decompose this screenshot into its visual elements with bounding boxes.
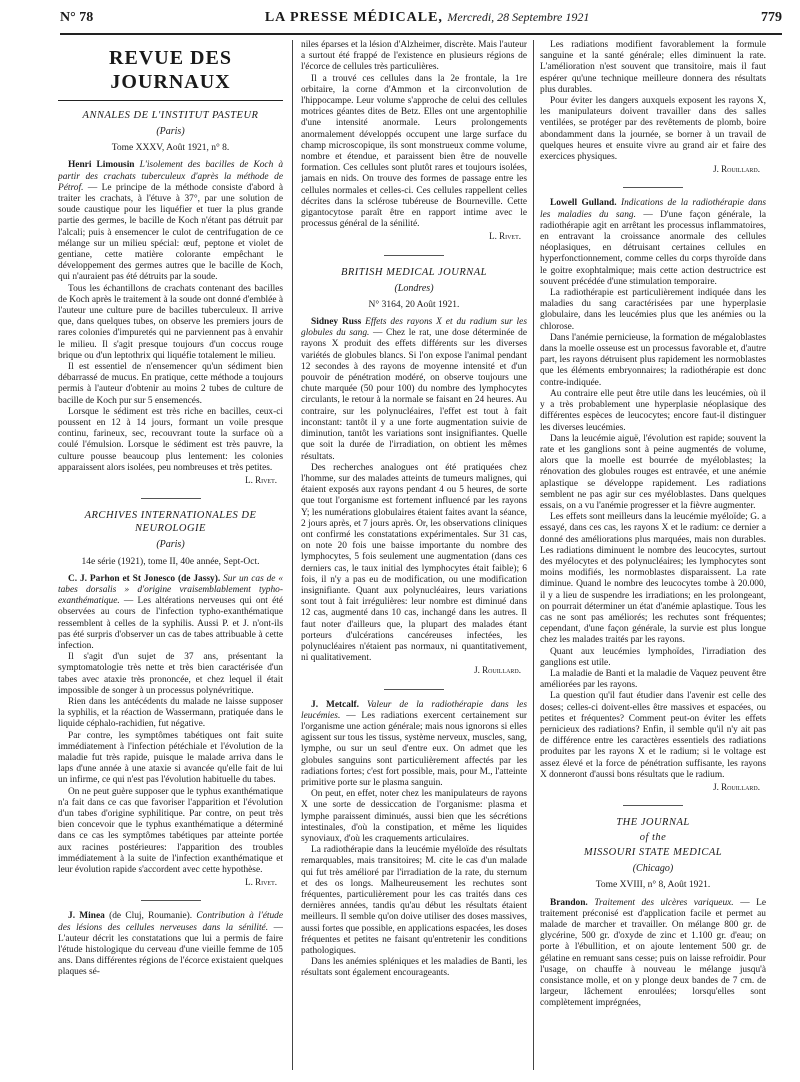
article-paragraph: Les effets sont meilleurs dans la leucémie myéloïde; G. a essayé, dans ces cas, les rayons X et le radium: ce dernier a donné des améliorations plus marquées, mais non durables. Les radiations diminuent le nombre des leucocytes, surtout des myélocytes et des polynucléaires; les lymphocytes sont moins modifiés, les normoblastes disparaissent. La rate diminue. Quand le nombre des leucocytes tombe à 20.000, il y a lieu de suspendre les irradiations; en les prolongeant, on pourrait déterminer un état d'anémie aplastique. Tous les cas ne sont pas améliorés; les rechutes sont fréquentes; cependant, d'une façon générale, la survie est plus longue chez les malades traités par les rayons. bbox=[540, 512, 766, 646]
header-rule bbox=[60, 33, 782, 35]
article-text: — Chez le rat, une dose déterminée de rayons X produit des effets différents sur les diverses variétés de globules blancs. Si l'on expose l'animal pendant 12 secondes à des rayons de moyenne intensité et d'un pouvoir de pénétration modéré, on observe toujours une chute marquée (50 pour 100) du nombre des lymphocytes circulants, le retour à la normale se faisant en 24 heures. Au contraire, sur les polynucléaires, l'effet est tout à fait inconstant: tantôt il y a une forte augmentation suivie de diminution, tantôt les variations sont insignifiantes. Quelle que soit la durée de l'irradiation, on obtient les mêmes résultats. bbox=[301, 328, 527, 462]
article-paragraph: On peut, en effet, noter chez les manipulateurs de rayons X une sorte de dessiccation de l'organisme: plasma et lymphe paraissent diminués, aussi bien que les sécrétions intestinales, d'où la constipation, et même les liquides synoviaux, d'où les craquements articulaires. bbox=[301, 789, 527, 844]
separator bbox=[141, 498, 201, 499]
journal-heading: ANNALES DE L'INSTITUT PASTEUR bbox=[82, 110, 259, 121]
article-signature: J. Rouillard. bbox=[713, 782, 760, 792]
separator bbox=[384, 255, 444, 256]
article-paragraph bbox=[58, 160, 283, 283]
article-author: C. J. Parhon et St Jonesco (de Jassy). bbox=[68, 573, 221, 584]
journal-heading: THE JOURNAL bbox=[616, 817, 690, 829]
separator bbox=[623, 805, 683, 806]
column-rule-2 bbox=[533, 40, 534, 1070]
article-paragraph: Il a trouvé ces cellules dans la 2e frontale, la 1re orbitaire, la corne d'Ammon et la circonvolution de l'hippocampe. Leur volume s'approche de celui des cellules motrices géantes dites de Betz. Elles ont une argentophilie d'une intensité anormale. Leurs prolongements anormalement développés occupent une large surface du champ microscopique, ils sont monstrueux comme volume, nombre et étendue, et paraissent bien être de nouvelle formation. Ces cellules sont plutôt rares et toujours isolées, jamais en nids. On trouve des formes de passage entre les cellules normales et celles-ci. Ces cellules rappellent celles décrites dans la sclérose tubéreuse de Bourneville. Cette gigantocytose paraît être en rapport intime avec le processus général de la sénilité. bbox=[301, 73, 527, 230]
column-2 bbox=[301, 40, 527, 1076]
article-paragraph: Dans les anémies spléniques et les maladies de Banti, les résultats sont également encourageants. bbox=[301, 957, 527, 979]
page-number-left: N° 78 bbox=[60, 10, 94, 25]
article-paragraph: La radiothérapie dans la leucémie myéloïde des résultats remarquables, mais transitoires; M. cite le cas d'un malade qui fut très amélioré par l'irradiation de la rate, du sternum et des os longs. Malheureusement les rechutes sont fréquentes, particulièrement pour les cas traités dans ces dernières années, tandis qu'au début les résultats étaient meilleurs. Il semble qu'on doive utiliser des doses massives, aussi fortes que possible, en applications espacées, les doses fréquentes et petites ne faisant qu'entretenir les conditions pathologiques. bbox=[301, 845, 527, 957]
column-3 bbox=[540, 40, 766, 1076]
article-paragraph: On ne peut guère supposer que le typhus exanthématique n'a fait dans ce cas que favoriser l'apparition et l'évolution d'un tabes d'origine syphilitique. Par contre, on peut très bien concevoir que le typhus exanthématique a déterminé dans ce cas les symptômes tabétiques par atteinte portée aux racines postérieures: l'apparition des troubles immédiatement à la suite de l'infection exanthématique et leur évolution rapide s'accordent avec cette hypothèse. bbox=[58, 786, 283, 875]
article-paragraph: Des recherches analogues ont été pratiquées chez l'homme, sur des malades atteints de tumeurs malignes, qui étaient exposés aux rayons pendant 4 ou 5 heures, de sorte que tout l'organisme est fortement influencé par les rayons Y; les numérations globulaires étaient faites avant la séance, 2 jours après, et 7 jours après. Or, les observations cliniques ont confirmé les constatations expérimentales. Sur 31 cas, on note 20 fois une baisse importante du nombre des lymphocytes, 5 fois seulement une augmentation (dans ces derniers cas, le taux initial des lymphocytes était faible); 6 fois, il n'y a pas eu de modification, ou une modification insignifiante. Quant aux polynucléaires, leurs variations sont tout à fait irrégulières: leur nombre est diminué dans 12 cas, augmenté dans 10 cas, inchangé dans les autres. Il faut noter d'ailleurs que, la plupart des malades étant porteurs d'ulcérations cancéreuses infectées, les polynucléaires n'étaient pas normaux, ni quantitativement, ni qualitativement. bbox=[301, 462, 527, 664]
separator bbox=[623, 187, 683, 188]
issue-date: Mercredi, 28 Septembre 1921 bbox=[447, 10, 590, 24]
separator bbox=[141, 900, 201, 901]
article-paragraph: Pour éviter les dangers auxquels exposent les rayons X, les manipulateurs doivent travailler dans des salles ventilées, se protéger par des revêtements de plomb, boire abondamment dans la journée, se borner à un travail de quelques heures et ensuite vivre au grand air et faire des exercices physiques. bbox=[540, 96, 766, 163]
journal-heading-of: of the bbox=[639, 832, 667, 844]
journal-title: LA PRESSE MÉDICALE, bbox=[264, 10, 443, 25]
article-paragraph: Au contraire elle peut être utile dans les leucémies, où il y a très probablement une hyperplasie néoplasique des différentes espèces de leucocytes; encore faut-il distinguer les diverses leucémies. bbox=[540, 388, 766, 433]
article-paragraph: La maladie de Banti et la maladie de Vaquez peuvent être améliorées par les rayons. bbox=[540, 668, 766, 691]
article-author: Lowell Gulland. bbox=[550, 198, 617, 209]
article-text: — L'auteur décrit les constatations que lui a permis de faire l'étude histologique du cerveau d'une vieille femme de 105 ans. Dans différentes régions de l'écorce existaient quelques plaques sé- bbox=[58, 922, 283, 978]
journal-city: (Chicago) bbox=[632, 863, 674, 875]
article-paragraph bbox=[540, 198, 766, 288]
article-paragraph: niles éparses et la lésion d'Alzheimer, discrète. Mais l'auteur a surtout été frappé de l'existence en plusieurs régions de l'écorce de cellules très particulières. bbox=[301, 40, 527, 73]
journal-issue: Tome XVIII, n° 8, Août 1921. bbox=[595, 880, 711, 891]
article-paragraph: Rien dans les antécédents du malade ne laisse supposer la syphilis, et la réaction de Wassermann, pratiquée dans le liquide céphalo-rachidien, fut négative. bbox=[58, 696, 283, 730]
article-signature: L. Rivet. bbox=[245, 877, 277, 888]
article-signature: J. Rouillard. bbox=[474, 665, 521, 676]
article-text: — Les altérations nerveuses qui ont été observées au cours de l'infection typho-exanthématique ressemblent à celles de la syphilis. Aussi P. et J. n'ont-ils pas été surpris d'observer un cas de tabes attribuable à cette infection. bbox=[58, 596, 283, 651]
article-paragraph: Tous les échantillons de crachats contenant des bacilles de Koch après le traitement à la soude ont donné d'emblée à l'auteur une culture pure de bacilles tuberculeux. Il arrive que, dans quelques tubes, on observe les premiers jours de rares colonies d'impuretés qui ne parviennent pas à envahir le milieu. Il s'agit presque toujours d'un coccus rouge brique ou d'un leptothrix qui liquéfie totalement le milieu. bbox=[58, 283, 283, 361]
article-paragraph bbox=[58, 911, 283, 978]
article-signature: L. Rivet. bbox=[489, 231, 521, 242]
article-paragraph: Lorsque le sédiment est très riche en bacilles, ceux-ci poussent en 12 à 14 jours, formant un voile presque continu, farineux, sec, recouvrant toute la surface où a coulé l'émulsion. Lorsque le sédiment est très pauvre, la culture pousse beaucoup plus lentement: les colonies apparaissent alors isolées, peu nombreuses et très petites. bbox=[58, 406, 283, 473]
article-title: L'isolement des bacilles de Koch à partir des crachats tuberculeux d'après la méthode de Pétrof. bbox=[58, 160, 283, 193]
article-title: Effets des rayons X et du radium sur les globules du sang. bbox=[301, 317, 527, 339]
article-affiliation: (de Cluj, Roumanie). bbox=[109, 911, 193, 922]
journal-city: (Paris) bbox=[156, 126, 185, 137]
journal-issue: 14e série (1921), tome II, 40e année, Sept-Oct. bbox=[81, 556, 260, 567]
article-paragraph bbox=[301, 317, 527, 463]
article-paragraph: Il est essentiel de n'ensemencer qu'un sédiment bien débarrassé de mucus. En pratique, cette méthode a toujours permis à l'auteur d'obtenir au moins 2 tubes de culture de bacille de Koch pur sur 5 ensemencés. bbox=[58, 362, 283, 406]
journal-heading-name: MISSOURI STATE MEDICAL bbox=[583, 847, 723, 859]
article-author: Henri Limousin bbox=[68, 160, 135, 171]
article-paragraph bbox=[540, 898, 766, 1010]
article-title: Indications de la radiothérapie dans les maladies du sang. bbox=[540, 198, 766, 220]
page-header bbox=[60, 10, 782, 32]
journal-issue: Tome XXXV, Août 1921, n° 8. bbox=[111, 143, 230, 154]
article-paragraph: La question qu'il faut étudier dans l'avenir est celle des doses; celles-ci doivent-elles être massives et espacées, ou petites et fréquentes? Comment peut-on éviter les effets pernicieux des radiations? Enfin, il semble qu'il n'y ait pas de différence entre les caractères essentiels des radiations produites par les rayons X et le radium; si le voltage est assez élevé et la force de pénétration suffisante, les rayons X donneront d'aussi bons résultats que le radium. bbox=[540, 691, 766, 780]
journal-heading: ARCHIVES INTERNATIONALES DE NEUROLOGIE bbox=[84, 510, 257, 535]
article-paragraph: Dans la leucémie aiguë, l'évolution est rapide; souvent la rate et les ganglions sont à peine augmentés de volume, alors que la moelle est bourrée de myéloblastes; la rénovation des globules rouges est entravée, et une anémie aplastique se développe rapidement. Les radiations semblent ne pas agir sur ces myéloblastes. Dans quelques essais, on a vu l'anémie progresser et la fièvre augmenter. bbox=[540, 433, 766, 511]
article-author: Brandon. bbox=[550, 897, 588, 908]
article-paragraph: Dans l'anémie pernicieuse, la formation de mégaloblastes dans la moelle osseuse est un processus favorable et, d'autre part, les rayons détruisent plus rapidement les normoblastes que les éléments embryonnaires; la radiothérapie est donc contre-indiquée. bbox=[540, 332, 766, 388]
article-signature: L. Rivet. bbox=[245, 475, 277, 486]
article-paragraph: Quant aux leucémies lymphoïdes, l'irradiation des ganglions est utile. bbox=[540, 646, 766, 668]
article-author: J. Minea bbox=[68, 911, 105, 922]
section-title: REVUE DES JOURNAUX bbox=[58, 46, 283, 101]
article-author: J. Metcalf. bbox=[311, 699, 360, 710]
article-paragraph: La radiothérapie est particulièrement indiquée dans les maladies du sang caractérisées par une hyperplasie globulaire, dans les leucémies plus que les anémies ou la chlorose. bbox=[540, 288, 766, 332]
article-signature: J. Rouillard. bbox=[713, 164, 760, 175]
article-paragraph: Les radiations modifient favorablement la formule sanguine et la santé générale; elles diminuent la rate. L'amélioration n'est souvent que transitoire, mais il faut espérer qu'une technique meilleure donnera des résultats plus durables. bbox=[540, 40, 766, 95]
page-number-right: 779 bbox=[761, 10, 782, 25]
article-paragraph bbox=[58, 574, 283, 652]
article-text: — Le principe de la méthode consiste d'abord à traiter les crachats, à l'étuve à 37°, par une solution de soude caustique pour les liquéfier et tuer la plus grande partie des germes, le bacille de Koch n'étant pas détruit par l'alcali; puis à ensemencer le culot de centrifugation de ce mélange sur un milieu spécial: œuf, peptone et violet de gentiane, cette matière colorante empêchant le développement des germes autres que le bacille de Koch, qui n'auraient pas été détruits par la soude. bbox=[58, 182, 283, 283]
article-text: — Les radiations exercent certainement sur l'organisme une action générale; mais nous ignorons si elles agissent sur tous les tissus, système nerveux, muscles, sang, lymphe, ou sur un seul d'entre eux. On admet que les globules sanguins sont particulièrement affectés par les radiations fortes; c'est fort possible, mais, pour M., l'atteinte primitive porte sur le plasma sanguin. bbox=[301, 710, 527, 788]
article-paragraph bbox=[301, 700, 527, 790]
article-title: Valeur de la radiothérapie dans les leucémies. bbox=[301, 699, 527, 721]
article-paragraph: Il s'agit d'un sujet de 37 ans, présentant la symptomatologie très nette et très bien caractérisée d'un tabes avec ataxie très prononcée, et chez lequel il était impossible de songer à un processus polynévritique. bbox=[58, 652, 283, 696]
article-title: Sur un cas de « tabes dorsalis » d'origine vraisemblablement typho-exanthématique. bbox=[58, 573, 283, 607]
journal-issue: N° 3164, 20 Août 1921. bbox=[368, 299, 460, 310]
journal-heading: BRITISH MEDICAL JOURNAL bbox=[340, 266, 488, 278]
article-title: Traitement des ulcères variqueux. bbox=[594, 897, 734, 908]
journal-city: (Paris) bbox=[156, 539, 185, 551]
journal-city: (Londres) bbox=[394, 282, 434, 294]
journal-name bbox=[265, 10, 590, 26]
article-author: Sidney Russ bbox=[311, 317, 362, 328]
article-text: — Le traitement préconisé est d'application facile et permet au malade de marcher et travailler. On mélange 800 gr. de glycérine, 500 gr. d'oxyde de zinc et 1.100 gr. d'eau; on porte à l'ébullition, et on ajoute lentement 500 gr. de gélatine en remuant sans cesse; puis on laisse refroidir. Pour l'usage, on chauffe à nouveau le mélange jusqu'à consistance molle, et on y plonge deux bandes de 7 cm. de largeur, lâchement enroulées; lorsqu'elles sont complètement imprégnées, bbox=[540, 897, 766, 1009]
article-paragraph: Par contre, les symptômes tabétiques ont fait suite immédiatement à l'infection pétéchiale et l'évolution de la maladie fut très rapide, puisque le malade arriva dans le laps d'une année à une ataxie si avancée qu'elle fait de lui un infirme, ce qui n'est pas l'évolution habituelle du tabes. bbox=[58, 730, 283, 786]
article-title: Contribution à l'étude des lésions des cellules nerveuses dans la sénilité. bbox=[58, 911, 283, 933]
column-1 bbox=[58, 40, 283, 1076]
separator bbox=[384, 689, 444, 690]
article-text: — D'une façon générale, la radiothérapie agit en arrêtant les processus inflammatoires, en entravant la croissance anormale des cellules néoplasiques, en détruisant certaines cellules en hyperfonctionnement, comme celles du corps thyroïde dans le goitre exophtalmique; mais cette action destructrice est souvent précédée d'une stimulation temporaire. bbox=[540, 209, 766, 287]
column-rule-1 bbox=[292, 40, 293, 1070]
